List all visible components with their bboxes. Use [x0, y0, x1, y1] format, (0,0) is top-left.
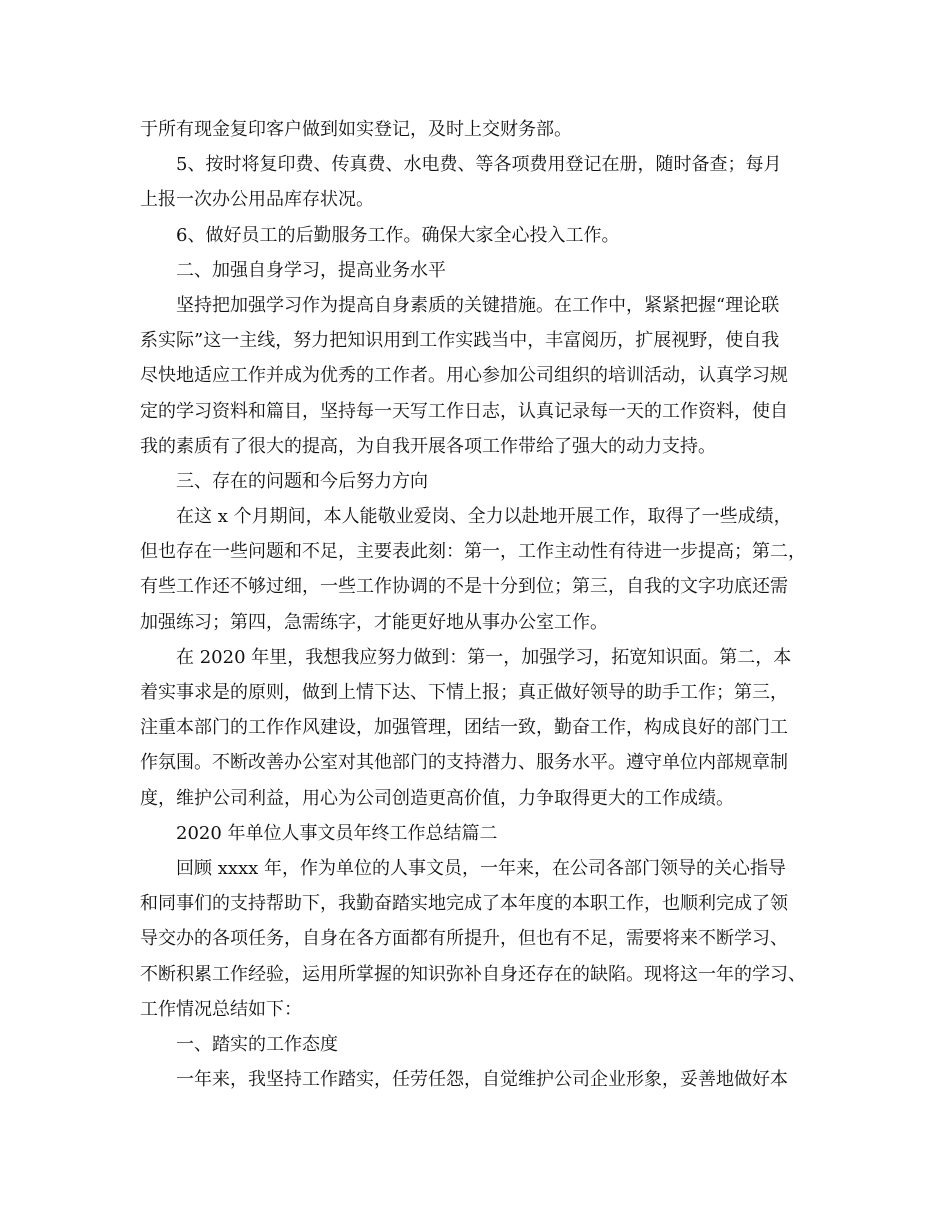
- text-line: 坚持把加强学习作为提高自身素质的关键措施。在工作中，紧紧把握“理论联: [176, 294, 780, 316]
- text-line: 有些工作还不够过细，一些工作协调的不是十分到位；第三，自我的文字功底还需: [140, 576, 788, 598]
- text-line: 5、按时将复印费、传真费、水电费、等各项费用登记在册，随时备查；每月: [176, 154, 782, 176]
- text-line: 加强练习；第四，急需练字，才能更好地从事办公室工作。: [140, 611, 608, 633]
- text-line: 在这 x 个月期间，本人能敬业爱岗、全力以赴地开展工作，取得了一些成绩，: [176, 506, 792, 528]
- text-line: 上报一次办公用品库存状况。: [140, 189, 374, 211]
- text-line: 一年来，我坚持工作踏实，任劳任怨，自觉维护公司企业形象，妥善地做好本: [176, 1069, 788, 1091]
- text-line: 注重本部门的工作作风建设，加强管理，团结一致，勤奋工作，构成良好的部门工: [140, 717, 788, 739]
- text-line: 不断积累工作经验，运用所掌握的知识弥补自身还存在的缺陷。现将这一年的学习、: [140, 963, 806, 985]
- text-line: 导交办的各项任务，自身在各方面都有所提升，但也有不足，需要将来不断学习、: [140, 928, 788, 950]
- text-line: 在 2020 年里，我想我应努力做到：第一，加强学习，拓宽知识面。第二，本: [176, 646, 792, 668]
- section-heading: 三、存在的问题和今后努力方向: [176, 470, 428, 492]
- text-line: 尽快地适应工作并成为优秀的工作者。用心参加公司组织的培训活动，认真学习规: [140, 365, 788, 387]
- text-line: 和同事们的支持帮助下，我勤奋踏实地完成了本年度的本职工作，也顺利完成了领: [140, 893, 788, 915]
- text-line: 我的素质有了很大的提高，为自我开展各项工作带给了强大的动力支持。: [140, 435, 716, 457]
- section-heading: 一、踏实的工作态度: [176, 1033, 338, 1055]
- text-line: 系实际”这一主线，努力把知识用到工作实践当中，丰富阅历，扩展视野，使自我: [140, 330, 780, 352]
- text-line: 于所有现金复印客户做到如实登记，及时上交财务部。: [140, 119, 572, 140]
- text-line: 工作情况总结如下：: [140, 998, 302, 1020]
- text-line: 着实事求是的原则，做到上情下达、下情上报；真正做好领导的助手工作；第三，: [140, 682, 788, 703]
- text-line: 6、做好员工的后勤服务工作。确保大家全心投入工作。: [176, 224, 620, 246]
- text-line: 回顾 xxxx 年，作为单位的人事文员，一年来，在公司各部门领导的关心指导: [176, 857, 787, 879]
- text-line: 度，维护公司利益，用心为公司创造更高价值，力争取得更大的工作成绩。: [140, 787, 734, 809]
- document-subtitle: 2020 年单位人事文员年终工作总结篇二: [176, 822, 498, 844]
- text-line: 定的学习资料和篇目，坚持每一天写工作日志，认真记录每一天的工作资料，使自: [140, 400, 788, 422]
- section-heading: 二、加强自身学习，提高业务水平: [176, 259, 446, 281]
- document-body: [140, 112, 820, 1097]
- text-line: 但也存在一些问题和不足，主要表此刻：第一，工作主动性有待进一步提高；第二，: [140, 541, 806, 563]
- text-line: 作氛围。不断改善办公室对其他部门的支持潜力、服务水平。遵守单位内部规章制: [140, 752, 788, 774]
